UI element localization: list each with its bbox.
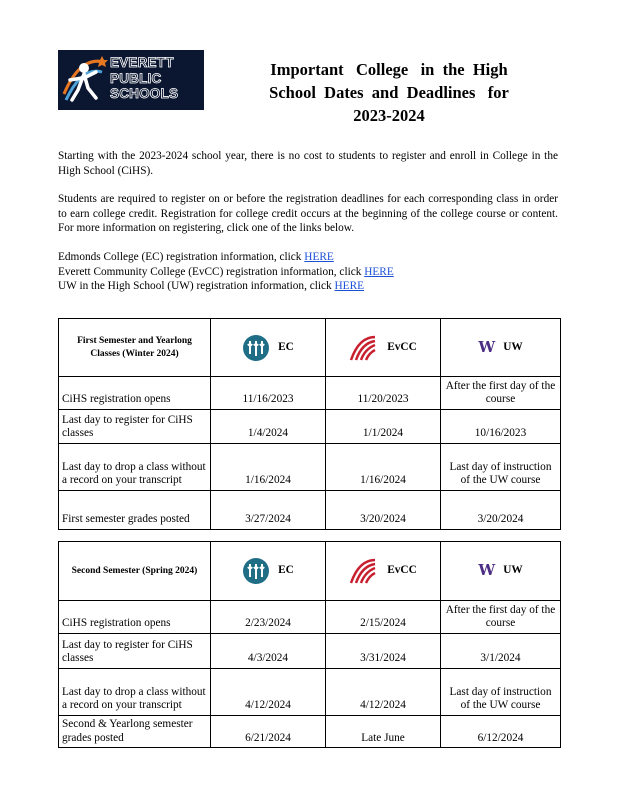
first-semester-heading: First Semester and Yearlong Classes (Winter 2024) bbox=[59, 319, 211, 377]
ec-label: EC bbox=[278, 340, 294, 353]
ec-date: 2/23/2024 bbox=[211, 601, 326, 634]
uw-label: UW bbox=[503, 564, 523, 577]
ec-date: 3/27/2024 bbox=[211, 491, 326, 530]
uw-date: After the first day of the course bbox=[441, 377, 561, 410]
registration-links bbox=[58, 250, 558, 294]
logo-line-2: PUBLIC bbox=[110, 70, 162, 86]
table-row bbox=[59, 634, 561, 669]
intro-paragraph-2: Students are required to register on or before the registration deadlines for each corresponding class in order to earn college credit. Registration for college credit occurs at the beginning of the college course or content. For more information on registering, click one of the links below. bbox=[58, 193, 558, 234]
uw-date: After the first day of the course bbox=[441, 601, 561, 634]
evcc-label: EvCC bbox=[387, 564, 417, 577]
uw-link-line bbox=[58, 279, 558, 294]
ec-link-line bbox=[58, 250, 558, 265]
uw-w-icon: W bbox=[478, 337, 496, 356]
evcc-date: 3/20/2024 bbox=[326, 491, 441, 530]
ec-date: 4/12/2024 bbox=[211, 669, 326, 716]
table-row bbox=[59, 669, 561, 716]
ec-column-header bbox=[211, 319, 326, 377]
ec-date: 4/3/2024 bbox=[211, 634, 326, 669]
logo-line-3: SCHOOLS bbox=[110, 86, 179, 101]
table-row bbox=[59, 491, 561, 530]
table-row bbox=[59, 716, 561, 748]
evcc-date: 2/15/2024 bbox=[326, 601, 441, 634]
uw-date: 3/1/2024 bbox=[441, 634, 561, 669]
second-semester-table bbox=[58, 541, 561, 748]
ec-date: 1/16/2024 bbox=[211, 444, 326, 491]
evcc-here-link[interactable]: HERE bbox=[364, 265, 394, 278]
everett-cc-icon bbox=[349, 335, 379, 361]
ec-label: EC bbox=[278, 564, 294, 577]
logo-figure-icon bbox=[58, 50, 110, 110]
everett-cc-icon bbox=[349, 558, 379, 584]
evcc-link-line bbox=[58, 265, 558, 280]
row-label: Second & Yearlong semester grades posted bbox=[59, 716, 211, 748]
everett-public-schools-logo bbox=[58, 50, 204, 110]
uw-date: 6/12/2024 bbox=[441, 716, 561, 748]
evcc-column-header bbox=[326, 319, 441, 377]
uw-column-header bbox=[441, 319, 561, 377]
table-header-row bbox=[59, 542, 561, 601]
evcc-date: 11/20/2023 bbox=[326, 377, 441, 410]
first-semester-table bbox=[58, 318, 561, 530]
table-row bbox=[59, 410, 561, 444]
row-label: CiHS registration opens bbox=[59, 377, 211, 410]
evcc-date: 3/31/2024 bbox=[326, 634, 441, 669]
row-label: CiHS registration opens bbox=[59, 601, 211, 634]
title-line-2: School Dates and Deadlines for bbox=[269, 83, 509, 102]
uw-label: UW bbox=[503, 340, 523, 353]
evcc-date: Late June bbox=[326, 716, 441, 748]
intro-paragraph-1: Starting with the 2023-2024 school year, there is no cost to students to register and enroll in College in the High School (CiHS). bbox=[58, 150, 558, 177]
ec-date: 1/4/2024 bbox=[211, 410, 326, 444]
row-label: Last day to drop a class without a record on your transcript bbox=[59, 444, 211, 491]
evcc-label: EvCC bbox=[387, 340, 417, 353]
row-label: Last day to register for CiHS classes bbox=[59, 410, 211, 444]
logo-line-1: EVERETT bbox=[110, 55, 174, 70]
ec-date: 6/21/2024 bbox=[211, 716, 326, 748]
ec-here-link[interactable]: HERE bbox=[304, 251, 334, 263]
evcc-date: 1/16/2024 bbox=[326, 444, 441, 491]
uw-w-icon: W bbox=[478, 561, 496, 580]
title-line-1: Important College in the High bbox=[270, 60, 508, 79]
row-label: First semester grades posted bbox=[59, 491, 211, 530]
ec-link-text: Edmonds College (EC) registration information, click bbox=[58, 251, 305, 263]
edmonds-college-icon bbox=[242, 557, 270, 585]
page-title bbox=[214, 58, 564, 127]
table-header-row bbox=[59, 319, 561, 377]
evcc-column-header bbox=[326, 542, 441, 601]
uw-here-link[interactable]: HERE bbox=[334, 280, 365, 292]
uw-column-header bbox=[441, 542, 561, 601]
row-label: Last day to drop a class without a record on your transcript bbox=[59, 669, 211, 716]
evcc-date: 4/12/2024 bbox=[326, 669, 441, 716]
second-semester-heading: Second Semester (Spring 2024) bbox=[59, 542, 211, 601]
title-line-3: 2023-2024 bbox=[353, 106, 425, 125]
uw-link-text: UW in the High School (UW) registration information, click bbox=[58, 280, 335, 292]
uw-date: 3/20/2024 bbox=[441, 491, 561, 530]
uw-date: Last day of instruction of the UW course bbox=[441, 444, 561, 491]
logo-text bbox=[110, 55, 178, 102]
evcc-date: 1/1/2024 bbox=[326, 410, 441, 444]
uw-date: 10/16/2023 bbox=[441, 410, 561, 444]
ec-column-header bbox=[211, 542, 326, 601]
evcc-link-text: Everett Community College (EvCC) registration information, click bbox=[58, 265, 365, 278]
ec-date: 11/16/2023 bbox=[211, 377, 326, 410]
uw-date: Last day of instruction of the UW course bbox=[441, 669, 561, 716]
table-row bbox=[59, 444, 561, 491]
row-label: Last day to register for CiHS classes bbox=[59, 634, 211, 669]
table-row bbox=[59, 377, 561, 410]
table-row bbox=[59, 601, 561, 634]
edmonds-college-icon bbox=[242, 334, 270, 362]
